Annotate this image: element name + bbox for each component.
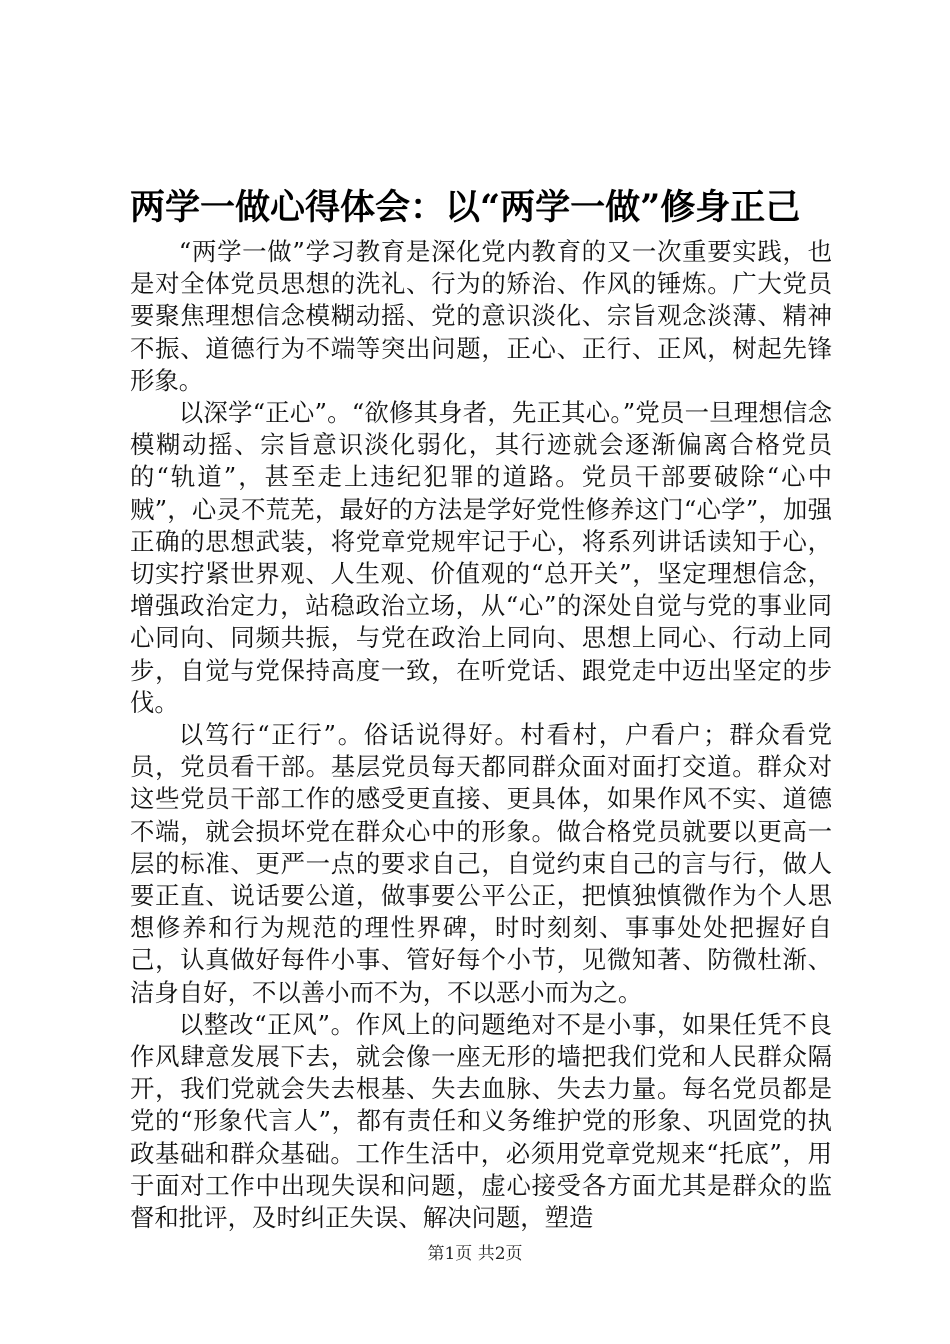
document-title: 两学一做心得体会：以“两学一做”修身正己 bbox=[130, 187, 801, 228]
paragraph-zhengxin: 以深学“正心”。“欲修其身者，先正其心。”党员一旦理想信念模糊动摇、宗旨意识淡化弱化，其行迹就会逐渐偏离合格党员的“轨道”，甚至走上违纪犯罪的道路。党员干部要破除“心中贼”，心灵不荒芜，最好的方法是学好党性修养这门“心学”，加强正确的思想武装，将党章党规牢记于心，将系列讲话读知于心，切实拧紧世界观、人生观、价值观的“总开关”，坚定理想信念，增强政治定力，站稳政治立场，从“心”的深处自觉与党的事业同心同向、同频共振，与党在政治上同向、思想上同心、行动上同步，自觉与党保持高度一致，在听党话、跟党走中迈出坚定的步伐。 bbox=[130, 398, 832, 717]
document-body bbox=[130, 236, 832, 1234]
page-number-footer: 第1页 共2页 bbox=[427, 1244, 523, 1264]
paragraph-zhengfeng: 以整改“正风”。作风上的问题绝对不是小事，如果任凭不良作风肆意发展下去，就会像一座无形的墙把我们党和人民群众隔开，我们党就会失去根基、失去血脉、失去力量。每名党员都是党的“形象代言人”，都有责任和义务维护党的形象、巩固党的执政基础和群众基础。工作生活中，必须用党章党规来“托底”，用于面对工作中出现失误和问题，虚心接受各方面尤其是群众的监督和批评，及时纠正失误、解决问题，塑造 bbox=[130, 1009, 832, 1233]
paragraph-intro: “两学一做”学习教育是深化党内教育的又一次重要实践，也是对全体党员思想的洗礼、行为的矫治、作风的锤炼。广大党员要聚焦理想信念模糊动摇、党的意识淡化、宗旨观念淡薄、精神不振、道德行为不端等突出问题，正心、正行、正风，树起先锋形象。 bbox=[130, 237, 832, 395]
paragraph-zhengxing: 以笃行“正行”。俗话说得好。村看村，户看户；群众看党员，党员看干部。基层党员每天都同群众面对面打交道。群众对这些党员干部工作的感受更直接、更具体，如果作风不实、道德不端，就会损坏党在群众心中的形象。做合格党员就要以更高一层的标准、更严一点的要求自己，自觉约束自己的言与行，做人要正直、说话要公道，做事要公平公正，把慎独慎微作为个人思想修养和行为规范的理性界碑，时时刻刻、事事处处把握好自己，认真做好每件小事、管好每个小节，见微知著、防微杜渐、洁身自好，不以善小而不为，不以恶小而为之。 bbox=[130, 720, 832, 1007]
